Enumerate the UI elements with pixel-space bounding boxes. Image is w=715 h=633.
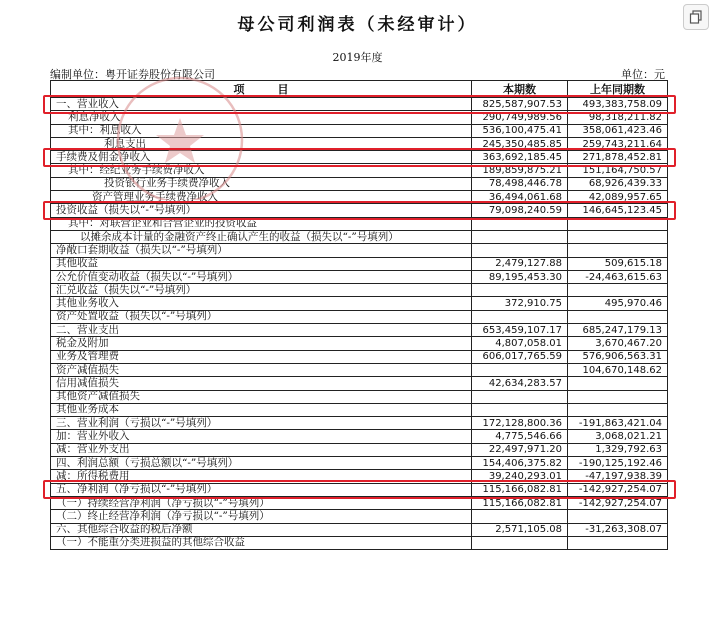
table-row bbox=[51, 310, 668, 323]
company-label: 编制单位：粤开证券股份有限公司 bbox=[50, 68, 215, 81]
table-row bbox=[51, 164, 668, 177]
row-current: 4,807,058.01 bbox=[472, 337, 568, 350]
row-current bbox=[472, 217, 568, 230]
row-current bbox=[472, 244, 568, 257]
row-current: 115,166,082.81 bbox=[472, 483, 568, 496]
row-label: 资产管理业务手续费净收入 bbox=[51, 191, 472, 204]
row-prior: 685,247,179.13 bbox=[568, 324, 668, 337]
row-label: 以摊余成本计量的金融资产终止确认产生的收益（损失以“-”号填列） bbox=[51, 230, 472, 243]
table-row bbox=[51, 403, 668, 416]
row-label: 减：营业外支出 bbox=[51, 443, 472, 456]
row-label: 其中：经纪业务手续费净收入 bbox=[51, 164, 472, 177]
row-prior: -47,197,938.39 bbox=[568, 470, 668, 483]
row-label: 资产处置收益（损失以“-”号填列） bbox=[51, 310, 472, 323]
row-prior: 576,906,563.31 bbox=[568, 350, 668, 363]
table-row bbox=[51, 177, 668, 190]
row-label: 公允价值变动收益（损失以“-”号填列） bbox=[51, 270, 472, 283]
row-label: 投资银行业务手续费净收入 bbox=[51, 177, 472, 190]
row-prior bbox=[568, 217, 668, 230]
row-prior: 271,878,452.81 bbox=[568, 151, 668, 164]
table-row bbox=[51, 137, 668, 150]
row-current: 115,166,082.81 bbox=[472, 496, 568, 509]
table-row bbox=[51, 324, 668, 337]
row-label: 业务及管理费 bbox=[51, 350, 472, 363]
row-label: 汇兑收益（损失以“-”号填列） bbox=[51, 284, 472, 297]
row-prior bbox=[568, 244, 668, 257]
row-current bbox=[472, 310, 568, 323]
row-prior: 358,061,423.46 bbox=[568, 124, 668, 137]
row-current: 39,240,293.01 bbox=[472, 470, 568, 483]
table-row bbox=[51, 430, 668, 443]
row-current: 79,098,240.59 bbox=[472, 204, 568, 217]
row-prior: 495,970.46 bbox=[568, 297, 668, 310]
row-prior: 104,670,148.62 bbox=[568, 363, 668, 376]
row-current bbox=[472, 510, 568, 523]
row-current: 154,406,375.82 bbox=[472, 457, 568, 470]
row-current: 2,571,105.08 bbox=[472, 523, 568, 536]
table-row bbox=[51, 270, 668, 283]
row-current: 372,910.75 bbox=[472, 297, 568, 310]
row-label: 其中：对联营企业和合营企业的投资收益 bbox=[51, 217, 472, 230]
table-row bbox=[51, 191, 668, 204]
row-label: 利息支出 bbox=[51, 137, 472, 150]
table-row bbox=[51, 510, 668, 523]
row-current bbox=[472, 390, 568, 403]
row-current: 363,692,185.45 bbox=[472, 151, 568, 164]
row-prior: -190,125,192.46 bbox=[568, 457, 668, 470]
row-label: 二、营业支出 bbox=[51, 324, 472, 337]
row-current bbox=[472, 403, 568, 416]
row-current: 89,195,453.30 bbox=[472, 270, 568, 283]
table-row bbox=[51, 536, 668, 549]
row-prior: 68,926,439.33 bbox=[568, 177, 668, 190]
table-row bbox=[51, 496, 668, 509]
table-row bbox=[51, 257, 668, 270]
row-label: 其他业务成本 bbox=[51, 403, 472, 416]
row-prior: 259,743,211.64 bbox=[568, 137, 668, 150]
row-current bbox=[472, 363, 568, 376]
row-label: 其中：利息收入 bbox=[51, 124, 472, 137]
row-label: 手续费及佣金净收入 bbox=[51, 151, 472, 164]
row-prior: -142,927,254.07 bbox=[568, 483, 668, 496]
table-row bbox=[51, 390, 668, 403]
row-prior bbox=[568, 536, 668, 549]
row-label: （一）不能重分类进损益的其他综合收益 bbox=[51, 536, 472, 549]
table-row bbox=[51, 98, 668, 111]
row-prior bbox=[568, 310, 668, 323]
row-prior: 146,645,123.45 bbox=[568, 204, 668, 217]
table-row bbox=[51, 523, 668, 536]
table-row bbox=[51, 284, 668, 297]
row-current: 653,459,107.17 bbox=[472, 324, 568, 337]
row-label: 四、利润总额（亏损总额以“-”号填列） bbox=[51, 457, 472, 470]
table-row bbox=[51, 111, 668, 124]
row-label: 五、净利润（净亏损以“-”号填列） bbox=[51, 483, 472, 496]
table-row bbox=[51, 363, 668, 376]
table-row bbox=[51, 230, 668, 243]
row-label: （二）终止经营净利润（净亏损以“-”号填列） bbox=[51, 510, 472, 523]
row-label: 投资收益（损失以“-”号填列） bbox=[51, 204, 472, 217]
table-row bbox=[51, 377, 668, 390]
row-prior bbox=[568, 230, 668, 243]
row-label: 三、营业利润（亏损以“-”号填列） bbox=[51, 417, 472, 430]
row-current: 290,749,989.56 bbox=[472, 111, 568, 124]
table-row bbox=[51, 417, 668, 430]
unit-label: 单位：元 bbox=[621, 68, 665, 81]
row-current: 22,497,971.20 bbox=[472, 443, 568, 456]
row-current: 36,494,061.68 bbox=[472, 191, 568, 204]
row-prior bbox=[568, 403, 668, 416]
table-header-row bbox=[51, 81, 668, 98]
row-current: 825,587,907.53 bbox=[472, 98, 568, 111]
row-prior: 3,670,467.20 bbox=[568, 337, 668, 350]
table-row bbox=[51, 124, 668, 137]
row-current bbox=[472, 536, 568, 549]
row-label: 其他收益 bbox=[51, 257, 472, 270]
table-row bbox=[51, 457, 668, 470]
row-current: 4,775,546.66 bbox=[472, 430, 568, 443]
report-title: 母公司利润表（未经审计） bbox=[237, 15, 478, 35]
row-prior: 151,164,750.57 bbox=[568, 164, 668, 177]
row-label: 一、营业收入 bbox=[51, 98, 472, 111]
row-label: 净敞口套期收益（损失以“-”号填列） bbox=[51, 244, 472, 257]
table-row bbox=[51, 151, 668, 164]
row-prior bbox=[568, 510, 668, 523]
row-current: 536,100,475.41 bbox=[472, 124, 568, 137]
row-current: 78,498,446.78 bbox=[472, 177, 568, 190]
table-row bbox=[51, 244, 668, 257]
row-label: 六、其他综合收益的税后净额 bbox=[51, 523, 472, 536]
row-prior: 3,068,021.21 bbox=[568, 430, 668, 443]
table-row bbox=[51, 483, 668, 496]
row-current bbox=[472, 284, 568, 297]
row-label: 加：营业外收入 bbox=[51, 430, 472, 443]
header-current: 本期数 bbox=[472, 81, 568, 98]
row-prior bbox=[568, 377, 668, 390]
table-row bbox=[51, 297, 668, 310]
row-prior: 493,383,758.09 bbox=[568, 98, 668, 111]
row-label: 减：所得税费用 bbox=[51, 470, 472, 483]
row-label: 资产减值损失 bbox=[51, 363, 472, 376]
table-row bbox=[51, 350, 668, 363]
row-prior: 42,089,957.65 bbox=[568, 191, 668, 204]
row-prior bbox=[568, 390, 668, 403]
row-prior: 98,318,211.82 bbox=[568, 111, 668, 124]
income-statement-table bbox=[50, 80, 668, 550]
table-row bbox=[51, 443, 668, 456]
table-row bbox=[51, 470, 668, 483]
row-label: （一）持续经营净利润（净亏损以“-”号填列） bbox=[51, 496, 472, 509]
header-prior: 上年同期数 bbox=[568, 81, 668, 98]
row-current: 189,859,875.21 bbox=[472, 164, 568, 177]
row-label: 其他业务收入 bbox=[51, 297, 472, 310]
row-prior bbox=[568, 284, 668, 297]
table-row bbox=[51, 337, 668, 350]
row-label: 其他资产减值损失 bbox=[51, 390, 472, 403]
row-prior: -24,463,615.63 bbox=[568, 270, 668, 283]
row-label: 利息净收入 bbox=[51, 111, 472, 124]
row-prior: 1,329,792.63 bbox=[568, 443, 668, 456]
row-prior: -191,863,421.04 bbox=[568, 417, 668, 430]
row-current: 245,350,485.85 bbox=[472, 137, 568, 150]
row-current: 606,017,765.59 bbox=[472, 350, 568, 363]
copy-button[interactable] bbox=[683, 4, 709, 30]
row-label: 信用减值损失 bbox=[51, 377, 472, 390]
row-label: 税金及附加 bbox=[51, 337, 472, 350]
table-row bbox=[51, 217, 668, 230]
row-prior: -31,263,308.07 bbox=[568, 523, 668, 536]
row-prior: -142,927,254.07 bbox=[568, 496, 668, 509]
copy-icon bbox=[689, 10, 703, 24]
row-current: 2,479,127.88 bbox=[472, 257, 568, 270]
row-current: 42,634,283.57 bbox=[472, 377, 568, 390]
row-prior: 509,615.18 bbox=[568, 257, 668, 270]
row-current bbox=[472, 230, 568, 243]
row-current: 172,128,800.36 bbox=[472, 417, 568, 430]
header-item: 项 目 bbox=[51, 81, 472, 98]
table-row bbox=[51, 204, 668, 217]
report-period: 2019年度 bbox=[332, 51, 383, 64]
